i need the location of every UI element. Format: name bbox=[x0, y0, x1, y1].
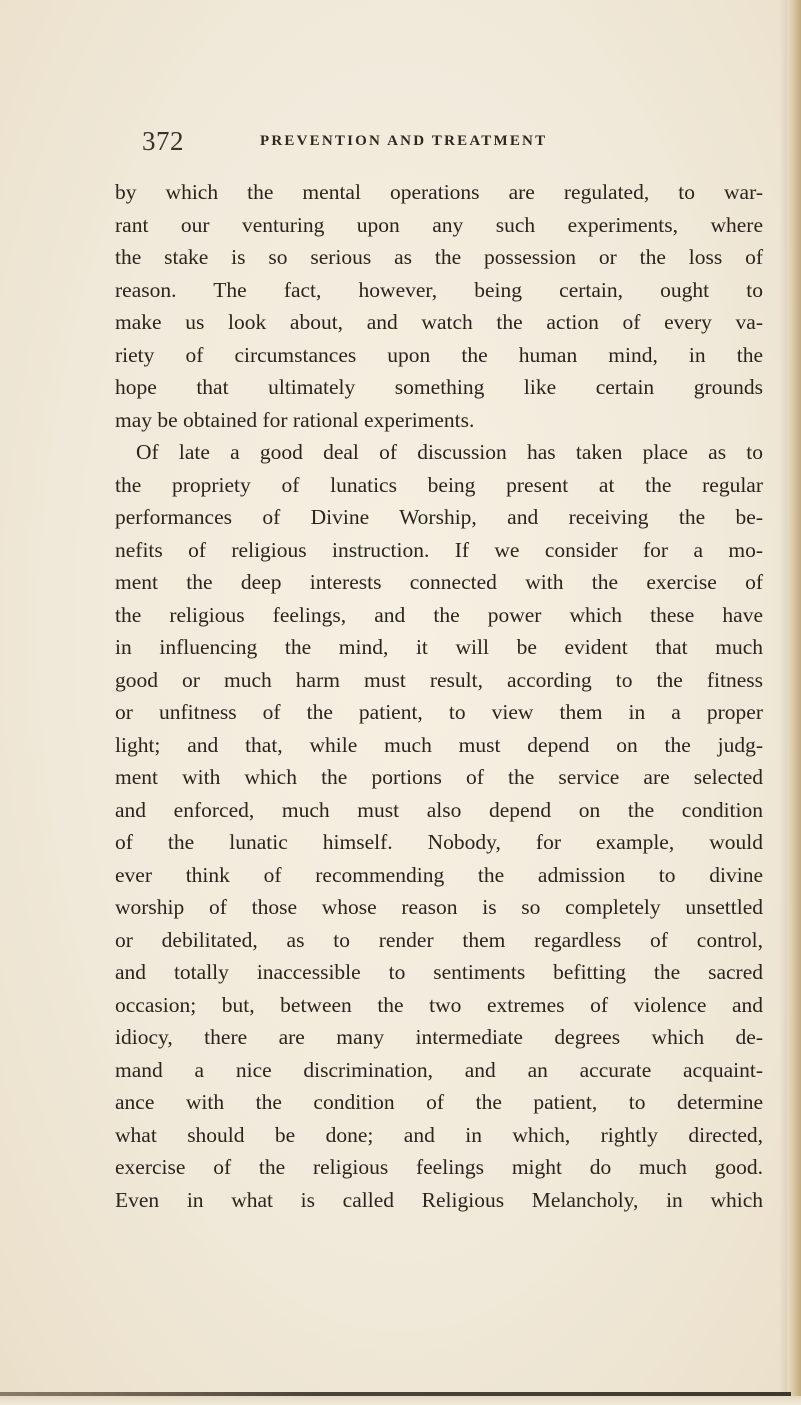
text-line: performances of Divine Worship, and receiving the be- bbox=[115, 505, 763, 529]
text-line: hope that ultimately something like certain grounds bbox=[115, 375, 763, 399]
body-text bbox=[115, 176, 763, 1216]
text-line: ment with which the portions of the service are selected bbox=[115, 765, 763, 789]
text-line: or unfitness of the patient, to view them in a proper bbox=[115, 700, 763, 724]
text-line: may be obtained for rational experiments. bbox=[115, 407, 475, 432]
text-line: or debilitated, as to render them regardless of control, bbox=[115, 927, 763, 952]
text-line: idiocy, there are many intermediate degrees which de- bbox=[115, 1025, 763, 1049]
page-number: 372 bbox=[142, 126, 184, 156]
text-line: by which the mental operations are regulated, to war- bbox=[115, 180, 763, 204]
text-line: ance with the condition of the patient, to determine bbox=[115, 1090, 763, 1114]
text-line: the propriety of lunatics being present at the regular bbox=[115, 472, 763, 497]
page-header bbox=[142, 126, 762, 166]
text-line: good or much harm must result, according to the fitness bbox=[115, 667, 763, 692]
text-line: Even in what is called Religious Melancholy, in which bbox=[115, 1187, 763, 1212]
page-edge bbox=[787, 0, 801, 1405]
text-line: light; and that, while much must depend on the judg- bbox=[115, 732, 763, 757]
text-line: the stake is so serious as the possession or the loss of bbox=[115, 245, 763, 269]
text-line: and totally inaccessible to sentiments befitting the sacred bbox=[115, 960, 763, 984]
text-line: and enforced, much must also depend on the condition bbox=[115, 797, 763, 822]
page-bottom-margin bbox=[0, 1396, 801, 1405]
text-line: the religious feelings, and the power which these have bbox=[115, 602, 763, 627]
text-line: of the lunatic himself. Nobody, for example, would bbox=[115, 830, 763, 854]
text-line: mand a nice discrimination, and an accurate acquaint- bbox=[115, 1057, 763, 1082]
text-line: what should be done; and in which, rightly directed, bbox=[115, 1122, 763, 1147]
text-line: Of late a good deal of discussion has taken place as to bbox=[136, 440, 763, 464]
text-line: ment the deep interests connected with the exercise of bbox=[115, 570, 763, 594]
text-line: make us look about, and watch the action of every va- bbox=[115, 310, 763, 334]
text-line: reason. The fact, however, being certain, ought to bbox=[115, 277, 763, 302]
text-line: ever think of recommending the admission to divine bbox=[115, 862, 763, 887]
text-line: exercise of the religious feelings might do much good. bbox=[115, 1155, 763, 1179]
text-line: occasion; but, between the two extremes of violence and bbox=[115, 992, 763, 1017]
page-gutter-shadow bbox=[779, 0, 787, 1405]
text-line: in influencing the mind, it will be evident that much bbox=[115, 635, 763, 659]
text-line: nefits of religious instruction. If we consider for a mo- bbox=[115, 537, 763, 562]
text-line: riety of circumstances upon the human mind, in the bbox=[115, 342, 763, 367]
text-line: rant our venturing upon any such experiments, where bbox=[115, 212, 763, 237]
running-head: PREVENTION AND TREATMENT bbox=[260, 133, 548, 149]
text-line: worship of those whose reason is so completely unsettled bbox=[115, 895, 763, 919]
